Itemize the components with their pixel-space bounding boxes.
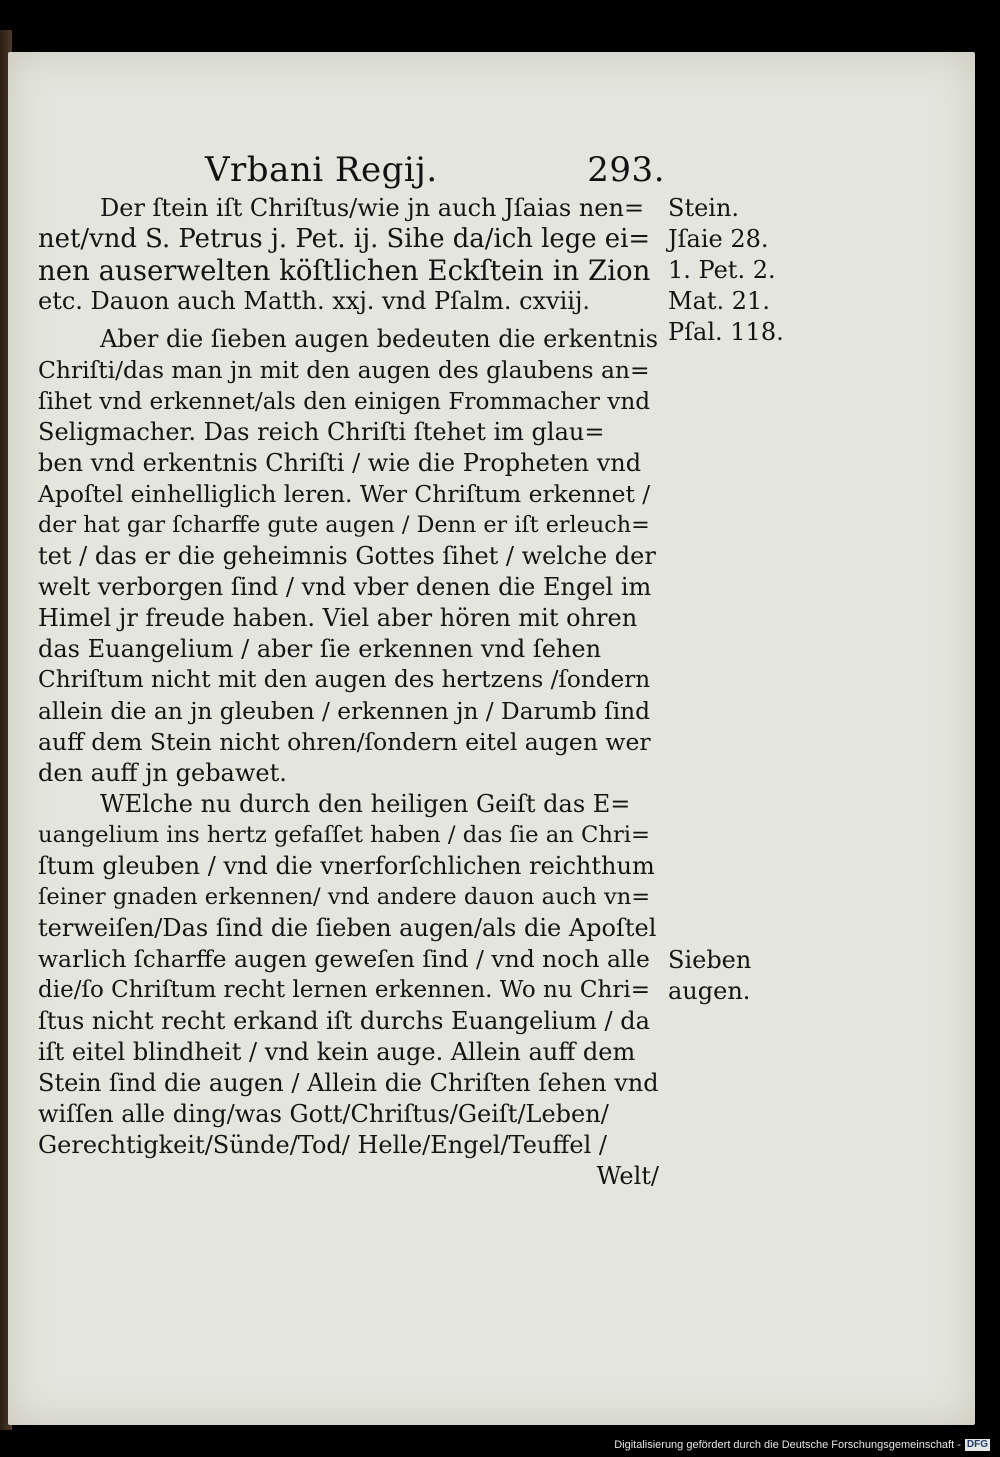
text-line: auff dem Stein nicht ohren/ſondern eitel augen wer	[38, 728, 651, 756]
page-header	[205, 150, 665, 190]
margin-notes-top	[668, 193, 784, 348]
text-line: allein die an jn gleuben / erkennen jn / Darumb ſind	[38, 698, 651, 725]
text-line: WElche nu durch den heiligen Geiſt das E=	[100, 790, 631, 818]
text-line: tet / das er die geheimnis Gottes ſihet / welche der	[38, 542, 656, 570]
text-line: ſeiner gnaden erkennen/ vnd andere dauon auch vn=	[38, 884, 651, 910]
text-line: wiſſen alle ding/was Gott/Chriſtus/Geiſt/Leben/	[38, 1100, 609, 1128]
text-line: Gerechtigkeit/Sünde/Tod/ Helle/Engel/Teuffel /	[38, 1131, 607, 1159]
text-line: uangelium ins hertz gefaſſet haben / das ſie an Chri=	[38, 822, 650, 848]
margin-note: augen.	[668, 977, 751, 1005]
text-line: Chriſti/das man jn mit den augen des glaubens an=	[38, 356, 650, 384]
margin-note: Pſal. 118.	[668, 318, 784, 346]
credit-text: Digitalisierung gefördert durch die Deutsche Forschungsgemeinschaft -	[614, 1439, 961, 1451]
text-line: nen auserwelten köſtlichen Eckſtein in Zion	[38, 254, 651, 287]
dfg-logo[interactable]: DFG	[966, 1439, 988, 1450]
text-line: terweiſen/Das ſind die ſieben augen/als die Apoſtel	[38, 914, 657, 942]
text-line: Aber die ſieben augen bedeuten die erkentnis	[100, 325, 659, 353]
text-line: Apoſtel einhelliglich leren. Wer Chriſtum erkennet /	[38, 480, 651, 508]
text-line: den auff jn gebawet.	[38, 759, 287, 787]
text-line: ſihet vnd erkennet/als den einigen Frommacher vnd	[38, 388, 651, 415]
text-line: Der ſtein iſt Chriſtus/wie jn auch Jſaias nen=	[100, 194, 645, 222]
text-line: ſtum gleuben / vnd die vnerforſchlichen reichthum	[38, 852, 655, 880]
margin-note: Jſaie 28.	[668, 225, 769, 253]
text-line: Himel jr freude haben. Viel aber hören mit ohren	[38, 604, 638, 632]
digitization-credit	[614, 1439, 990, 1451]
text-line: iſt eitel blindheit / vnd kein auge. Allein auff dem	[38, 1038, 636, 1066]
text-line: der hat gar ſcharffe gute augen / Denn er iſt erleuch=	[38, 512, 650, 538]
text-line: net/vnd S. Petrus j. Pet. ij. Sihe da/ich lege ei=	[38, 224, 651, 254]
page-number: 293.	[587, 150, 665, 190]
catchword: Welt/	[596, 1162, 659, 1190]
text-line: Chriſtum nicht mit den augen des hertzens /ſondern	[38, 667, 651, 693]
text-line: ſtus nicht recht erkand iſt durchs Euangelium / da	[38, 1007, 650, 1035]
text-line: warlich ſcharffe augen geweſen ſind / vnd noch alle	[38, 945, 650, 973]
text-line: Seligmacher. Das reich Chriſti ſtehet im glau=	[38, 418, 605, 446]
margin-note: Stein.	[668, 194, 740, 222]
margin-note: Sieben	[668, 946, 752, 974]
text-line: Stein ſind die augen / Allein die Chriſten ſehen vnd	[38, 1069, 659, 1097]
margin-note: 1. Pet. 2.	[668, 256, 776, 284]
text-line: das Euangelium / aber ſie erkennen vnd ſehen	[38, 635, 602, 663]
text-line: die/ſo Chriſtum recht lernen erkennen. Wo nu Chri=	[38, 977, 650, 1003]
text-line: welt verborgen ſind / vnd vber denen die Engel im	[38, 573, 652, 601]
body-text	[38, 193, 663, 1192]
text-line: ben vnd erkentnis Chriſti / wie die Propheten vnd	[38, 449, 642, 477]
text-line: etc. Dauon auch Matth. xxj. vnd Pſalm. cxviij.	[38, 287, 591, 315]
margin-note: Mat. 21.	[668, 287, 770, 315]
running-head: Vrbani Regij.	[205, 150, 438, 190]
margin-notes-bottom	[668, 945, 778, 1007]
